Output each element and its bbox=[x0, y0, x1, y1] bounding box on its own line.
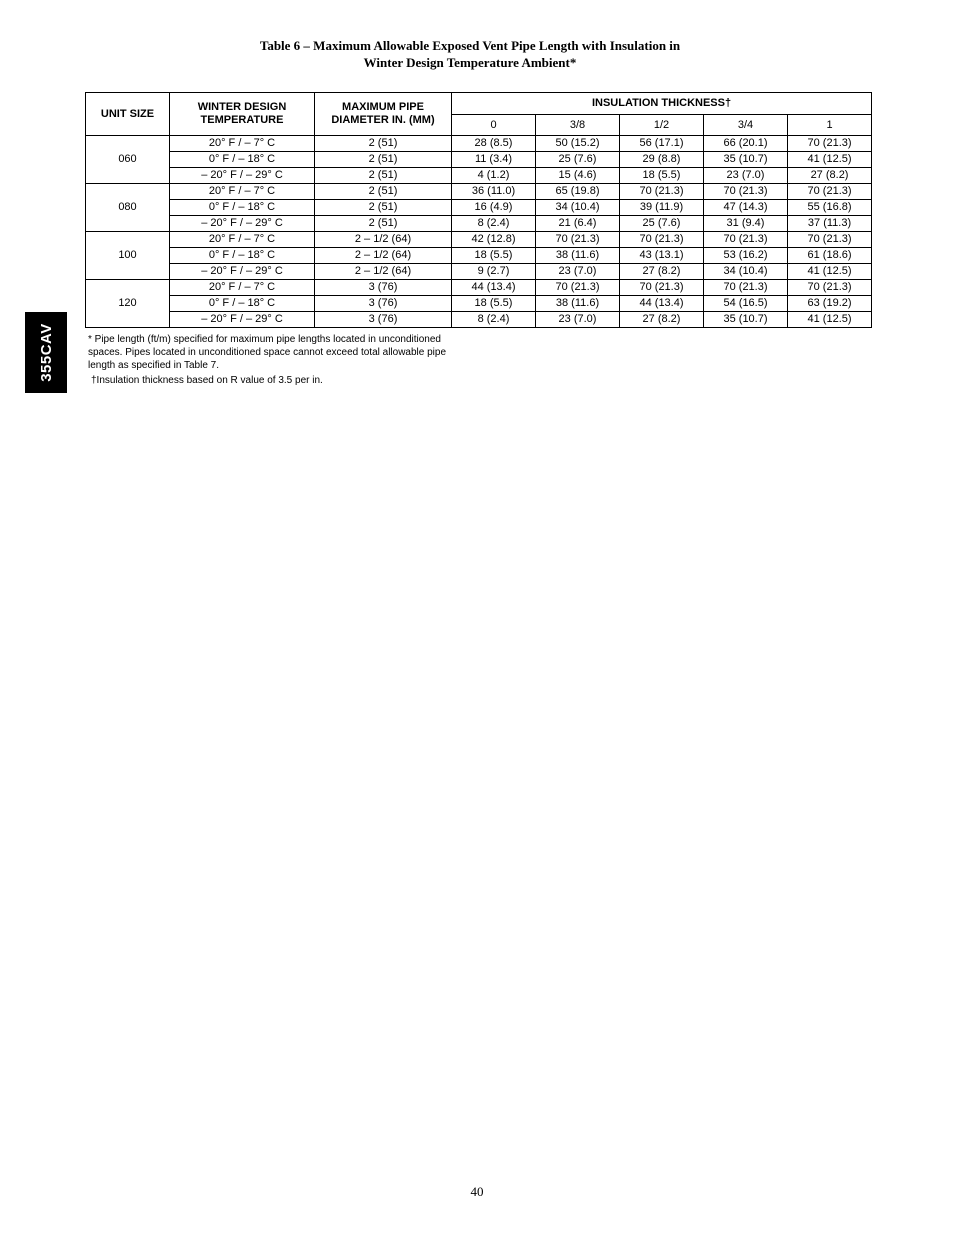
pipe-diameter-cell: 2 (51) bbox=[315, 136, 452, 152]
pipe-length-cell: 36 (11.0) bbox=[452, 184, 536, 200]
pipe-length-cell: 56 (17.1) bbox=[620, 136, 704, 152]
table-row bbox=[86, 264, 872, 280]
temperature-cell: 20° F / – 7° C bbox=[170, 136, 315, 152]
pipe-length-cell: 18 (5.5) bbox=[452, 248, 536, 264]
pipe-length-cell: 70 (21.3) bbox=[788, 136, 872, 152]
header-unit-size: UNIT SIZE bbox=[86, 93, 170, 136]
header-thickness: 3/8 bbox=[536, 115, 620, 136]
pipe-length-cell: 35 (10.7) bbox=[704, 152, 788, 168]
pipe-diameter-cell: 2 (51) bbox=[315, 216, 452, 232]
pipe-length-cell: 44 (13.4) bbox=[620, 296, 704, 312]
pipe-length-cell: 35 (10.7) bbox=[704, 312, 788, 328]
pipe-length-cell: 55 (16.8) bbox=[788, 200, 872, 216]
table-row bbox=[86, 200, 872, 216]
pipe-length-cell: 65 (19.8) bbox=[536, 184, 620, 200]
pipe-length-cell: 34 (10.4) bbox=[536, 200, 620, 216]
table-row bbox=[86, 216, 872, 232]
header-insulation-thickness: INSULATION THICKNESS† bbox=[452, 93, 872, 115]
pipe-length-cell: 28 (8.5) bbox=[452, 136, 536, 152]
pipe-length-cell: 21 (6.4) bbox=[536, 216, 620, 232]
footnote-pipe-length: * Pipe length (ft/m) specified for maximum pipe lengths located in unconditioned spaces. Pipes located in unconditioned space cannot exceed total allowable pipe length as specified in Table 7. bbox=[88, 334, 447, 371]
pipe-diameter-cell: 2 (51) bbox=[315, 184, 452, 200]
temperature-cell: 0° F / – 18° C bbox=[170, 152, 315, 168]
temperature-cell: 0° F / – 18° C bbox=[170, 296, 315, 312]
pipe-length-cell: 70 (21.3) bbox=[536, 280, 620, 296]
unit-size-cell: 120 bbox=[86, 280, 170, 328]
unit-size-cell: 080 bbox=[86, 184, 170, 232]
footnote-insulation: †Insulation thickness based on R value of 3.5 per in. bbox=[91, 375, 323, 386]
temperature-cell: – 20° F / – 29° C bbox=[170, 312, 315, 328]
table-row bbox=[86, 280, 872, 296]
pipe-diameter-cell: 3 (76) bbox=[315, 280, 452, 296]
pipe-length-cell: 43 (13.1) bbox=[620, 248, 704, 264]
table-row bbox=[86, 136, 872, 152]
pipe-length-cell: 39 (11.9) bbox=[620, 200, 704, 216]
temperature-cell: – 20° F / – 29° C bbox=[170, 168, 315, 184]
pipe-length-cell: 61 (18.6) bbox=[788, 248, 872, 264]
temperature-cell: – 20° F / – 29° C bbox=[170, 264, 315, 280]
pipe-length-cell: 70 (21.3) bbox=[788, 232, 872, 248]
temperature-cell: 20° F / – 7° C bbox=[170, 232, 315, 248]
pipe-length-cell: 16 (4.9) bbox=[452, 200, 536, 216]
pipe-length-cell: 66 (20.1) bbox=[704, 136, 788, 152]
table-row bbox=[86, 248, 872, 264]
pipe-length-cell: 18 (5.5) bbox=[620, 168, 704, 184]
model-side-tab bbox=[25, 312, 67, 393]
unit-size-cell: 100 bbox=[86, 232, 170, 280]
temperature-cell: – 20° F / – 29° C bbox=[170, 216, 315, 232]
header-thickness: 0 bbox=[452, 115, 536, 136]
table-row bbox=[86, 152, 872, 168]
pipe-length-cell: 15 (4.6) bbox=[536, 168, 620, 184]
pipe-length-cell: 47 (14.3) bbox=[704, 200, 788, 216]
pipe-length-cell: 70 (21.3) bbox=[620, 280, 704, 296]
table-row bbox=[86, 168, 872, 184]
table-row bbox=[86, 232, 872, 248]
pipe-length-cell: 23 (7.0) bbox=[536, 312, 620, 328]
pipe-length-cell: 31 (9.4) bbox=[704, 216, 788, 232]
pipe-diameter-cell: 2 (51) bbox=[315, 152, 452, 168]
pipe-diameter-cell: 2 (51) bbox=[315, 200, 452, 216]
pipe-length-cell: 41 (12.5) bbox=[788, 152, 872, 168]
pipe-length-cell: 8 (2.4) bbox=[452, 312, 536, 328]
header-thickness: 1 bbox=[788, 115, 872, 136]
pipe-length-cell: 9 (2.7) bbox=[452, 264, 536, 280]
pipe-length-cell: 27 (8.2) bbox=[620, 264, 704, 280]
pipe-length-cell: 70 (21.3) bbox=[704, 280, 788, 296]
unit-size-cell: 060 bbox=[86, 136, 170, 184]
temperature-cell: 20° F / – 7° C bbox=[170, 280, 315, 296]
pipe-length-cell: 38 (11.6) bbox=[536, 296, 620, 312]
temperature-cell: 0° F / – 18° C bbox=[170, 248, 315, 264]
pipe-length-cell: 27 (8.2) bbox=[788, 168, 872, 184]
temperature-cell: 20° F / – 7° C bbox=[170, 184, 315, 200]
pipe-diameter-cell: 2 – 1/2 (64) bbox=[315, 248, 452, 264]
header-winter-design-temperature: WINTER DESIGN TEMPERATURE bbox=[170, 93, 315, 136]
pipe-length-cell: 70 (21.3) bbox=[704, 232, 788, 248]
table-footnotes bbox=[88, 333, 448, 387]
temperature-cell: 0° F / – 18° C bbox=[170, 200, 315, 216]
table-title-line-1: Table 6 – Maximum Allowable Exposed Vent Pipe Length with Insulation in bbox=[259, 38, 681, 53]
pipe-length-cell: 41 (12.5) bbox=[788, 312, 872, 328]
pipe-length-cell: 54 (16.5) bbox=[704, 296, 788, 312]
pipe-diameter-cell: 3 (76) bbox=[315, 312, 452, 328]
table-row bbox=[86, 296, 872, 312]
pipe-length-cell: 23 (7.0) bbox=[704, 168, 788, 184]
pipe-length-cell: 41 (12.5) bbox=[788, 264, 872, 280]
pipe-length-cell: 63 (19.2) bbox=[788, 296, 872, 312]
pipe-length-cell: 53 (16.2) bbox=[704, 248, 788, 264]
pipe-length-cell: 50 (15.2) bbox=[536, 136, 620, 152]
pipe-length-cell: 8 (2.4) bbox=[452, 216, 536, 232]
pipe-length-cell: 23 (7.0) bbox=[536, 264, 620, 280]
pipe-length-cell: 70 (21.3) bbox=[536, 232, 620, 248]
vent-pipe-length-table bbox=[85, 92, 872, 328]
pipe-diameter-cell: 2 (51) bbox=[315, 168, 452, 184]
pipe-length-cell: 4 (1.2) bbox=[452, 168, 536, 184]
pipe-length-cell: 70 (21.3) bbox=[620, 232, 704, 248]
pipe-diameter-cell: 3 (76) bbox=[315, 296, 452, 312]
table-title bbox=[150, 37, 790, 71]
pipe-length-cell: 25 (7.6) bbox=[620, 216, 704, 232]
pipe-length-cell: 44 (13.4) bbox=[452, 280, 536, 296]
table-row bbox=[86, 312, 872, 328]
pipe-length-cell: 70 (21.3) bbox=[704, 184, 788, 200]
pipe-diameter-cell: 2 – 1/2 (64) bbox=[315, 232, 452, 248]
pipe-length-cell: 25 (7.6) bbox=[536, 152, 620, 168]
side-tab-label: 355CAV bbox=[37, 323, 55, 382]
pipe-length-cell: 70 (21.3) bbox=[788, 280, 872, 296]
pipe-diameter-cell: 2 – 1/2 (64) bbox=[315, 264, 452, 280]
table-row bbox=[86, 184, 872, 200]
pipe-length-cell: 27 (8.2) bbox=[620, 312, 704, 328]
pipe-length-cell: 37 (11.3) bbox=[788, 216, 872, 232]
pipe-length-cell: 29 (8.8) bbox=[620, 152, 704, 168]
pipe-length-cell: 34 (10.4) bbox=[704, 264, 788, 280]
pipe-length-cell: 70 (21.3) bbox=[620, 184, 704, 200]
pipe-length-cell: 18 (5.5) bbox=[452, 296, 536, 312]
pipe-length-cell: 42 (12.8) bbox=[452, 232, 536, 248]
header-thickness: 3/4 bbox=[704, 115, 788, 136]
table-title-line-2: Winter Design Temperature Ambient* bbox=[363, 55, 577, 70]
header-max-pipe-diameter: MAXIMUM PIPE DIAMETER IN. (MM) bbox=[315, 93, 452, 136]
header-thickness: 1/2 bbox=[620, 115, 704, 136]
page-number: 40 bbox=[470, 1184, 484, 1199]
pipe-length-cell: 70 (21.3) bbox=[788, 184, 872, 200]
pipe-length-cell: 38 (11.6) bbox=[536, 248, 620, 264]
table-body bbox=[86, 136, 872, 328]
pipe-length-cell: 11 (3.4) bbox=[452, 152, 536, 168]
